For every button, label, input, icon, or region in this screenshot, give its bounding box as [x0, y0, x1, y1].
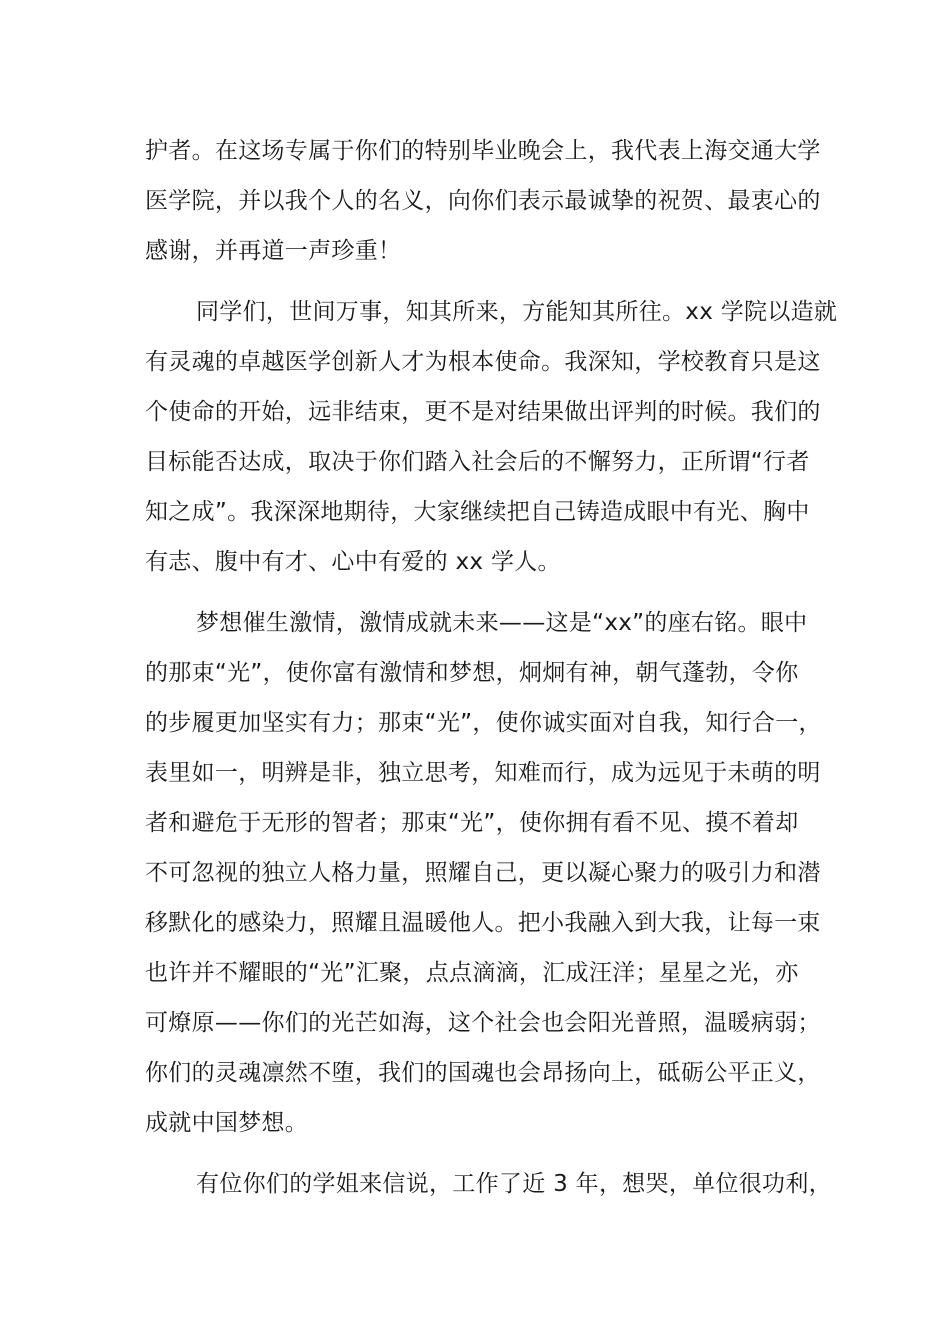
- paragraph-2-line-3: 个使命的开始，远非结束，更不是对结果做出评判的时候。我们的: [145, 399, 821, 425]
- paragraph-3-line-6: 不可忽视的独立人格力量，照耀自己，更以凝心聚力的吸引力和潜: [145, 860, 821, 886]
- paragraph-2-line-6: 有志、腹中有才、心中有爱的 xx 学人。: [145, 549, 561, 575]
- paragraph-2-line-1: 同学们，世间万事，知其所来，方能知其所往。xx 学院以造就: [196, 299, 838, 325]
- paragraph-2-line-4: 目标能否达成，取决于你们踏入社会后的不懈努力，正所谓“行者: [145, 449, 810, 475]
- paragraph-3-line-9: 可燎原——你们的光芒如海，这个社会也会阳光普照，温暖病弱；: [145, 1010, 821, 1036]
- paragraph-4-line-1: 有位你们的学姐来信说，工作了近 3 年，想哭，单位很功利，: [196, 1171, 832, 1197]
- paragraph-3-line-10: 你们的灵魂凛然不堕，我们的国魂也会昂扬向上，砥砺公平正义，: [145, 1060, 821, 1086]
- paragraph-3-line-3: 的步履更加坚实有力；那束“光”，使你诚实面对自我，知行合一，: [145, 710, 822, 736]
- paragraph-3-line-7: 移默化的感染力，照耀且温暖他人。把小我融入到大我，让每一束: [145, 910, 821, 936]
- paragraph-1-line-1: 护者。在这场专属于你们的特别毕业晚会上，我代表上海交通大学: [145, 138, 821, 164]
- paragraph-3-line-8: 也许并不耀眼的“光”汇聚，点点滴滴，汇成汪洋；星星之光，亦: [145, 960, 799, 986]
- paragraph-3-line-1: 梦想催生激情，激情成就未来——这是“xx”的座右铭。眼中: [196, 610, 808, 636]
- paragraph-2-line-2: 有灵魂的卓越医学创新人才为根本使命。我深知，学校教育只是这: [145, 349, 821, 375]
- paragraph-1-line-3: 感谢，并再道一声珍重！: [145, 238, 402, 264]
- paragraph-1-line-2: 医学院，并以我个人的名义，向你们表示最诚挚的祝贺、最衷心的: [145, 188, 821, 214]
- paragraph-3-line-4: 表里如一，明辨是非，独立思考，知难而行，成为远见于未萌的明: [145, 760, 821, 786]
- paragraph-3-line-2: 的那束“光”，使你富有激情和梦想，炯炯有神，朝气蓬勃，令你: [145, 660, 799, 686]
- paragraph-2-line-5: 知之成”。我深深地期待，大家继续把自己铸造成眼中有光、胸中: [145, 499, 810, 525]
- paragraph-3-line-11: 成就中国梦想。: [145, 1110, 309, 1136]
- paragraph-3-line-5: 者和避危于无形的智者；那束“光”，使你拥有看不见、摸不着却: [145, 810, 799, 836]
